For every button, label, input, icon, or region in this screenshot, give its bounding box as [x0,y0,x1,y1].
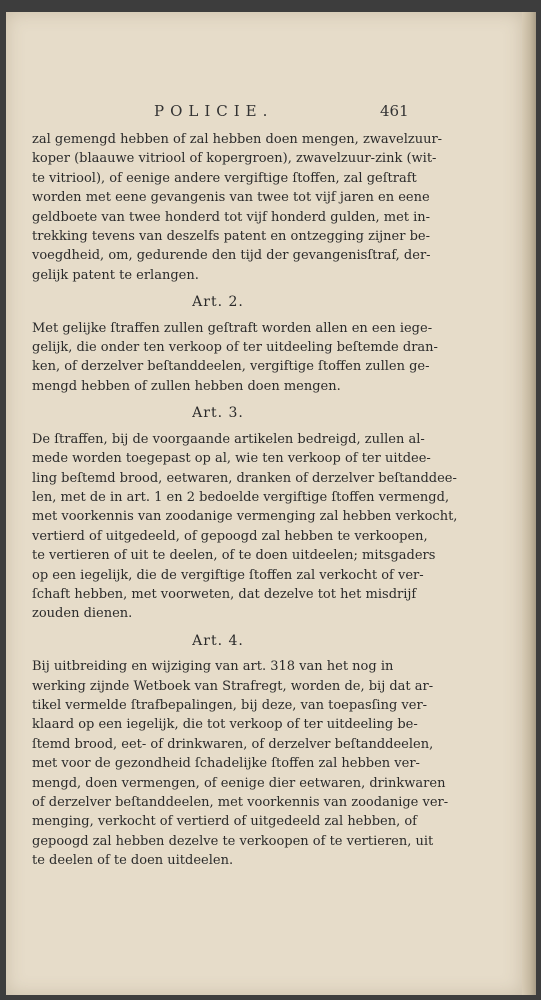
text-line: met voorkennis van zoodanige vermenging zal hebben verkocht, [32,509,458,525]
text-line: te vertieren of uit te deelen, of te doen uitdeelen; mitsgaders [32,548,436,564]
text-line: ling beſtemd brood, eetwaren, dranken of derzelver beſtanddee- [32,470,457,486]
page-number: 461 [380,102,409,120]
text-line: len, met de in art. 1 en 2 bedoelde vergiftige ſtoffen vermengd, [32,489,450,505]
book-page [6,12,522,995]
text-line: De ſtraffen, bij de voorgaande artikelen bedreigd, zullen al- [32,431,425,447]
paragraph [32,130,443,285]
text-line: mengd, doen vermengen, of eenige dier eetwaren, drinkwaren [32,775,446,791]
text-line: worden met eene gevangenis van twee tot vijf jaren en eene [32,190,430,206]
text-line: mede worden toegepast op al, wie ten verkoop of ter uitdee- [32,451,431,467]
paragraph [32,657,449,870]
text-line: zal gemengd hebben of zal hebben doen mengen, zwavelzuur- [32,132,443,147]
text-line: menging, verkocht of vertierd of uitgedeeld zal hebben, of [32,814,417,830]
article-heading: Art. 2. [192,294,244,311]
text-line: op een iegelijk, die de vergiftige ſtoffen zal verkocht of ver- [32,567,424,583]
text-line: trekking tevens van deszelfs patent en ontzegging zijner be- [32,229,430,245]
text-line: klaard op een iegelijk, die tot verkoop of ter uitdeeling be- [32,717,418,733]
text-line: of derzelver beſtanddeelen, met voorkennis van zoodanige ver- [32,795,449,810]
text-line: te vitriool), of eenige andere vergiftige ſtoffen, zal geſtraft [32,170,417,186]
article-heading: Art. 3. [192,405,244,422]
text-line: gelijk patent te erlangen. [32,267,199,283]
text-line: mengd hebben of zullen hebben doen mengen. [32,378,341,394]
text-line: ſchaft hebben, met voorweten, dat dezelve tot het misdrijf [32,586,417,602]
text-line: voegdheid, om, gedurende den tijd der gevangenisſtraf, der- [32,248,431,264]
paragraph [32,319,438,397]
text-line: Met gelijke ſtraffen zullen geſtraft worden allen en een iege- [32,320,433,336]
text-line: zouden dienen. [32,606,133,622]
running-title: POLICIE. [154,102,274,120]
text-line: koper (blaauwe vitriool of kopergroen), zwavelzuur-zink (wit- [32,151,437,167]
text-line: ſtemd brood, eet- of drinkwaren, of derzelver beſtanddeelen, [32,736,434,752]
body-text [32,130,458,871]
text-line: Bij uitbreiding en wijziging van art. 318 van het nog in [32,659,394,675]
text-line: tikel vermelde ſtrafbepalingen, bij deze, van toepasſing ver- [32,697,428,713]
page-edge [522,12,536,995]
running-head [6,102,522,122]
text-line: ken, of derzelver beſtanddeelen, vergiftige ſtoffen zullen ge- [32,359,430,375]
text-line: gelijk, die onder ten verkoop of ter uitdeeling beſtemde dran- [32,340,438,356]
text-line: gepoogd zal hebben dezelve te verkoopen of te vertieren, uit [32,833,434,849]
text-line: met voor de gezondheid ſchadelijke ſtoffen zal hebben ver- [32,756,420,772]
text-line: vertierd of uitgedeeld, of gepoogd zal hebben te verkoopen, [32,528,428,544]
text-line: geldboete van twee honderd tot vijf honderd gulden, met in- [32,209,431,225]
text-line: werking zijnde Wetboek van Strafregt, worden de, bij dat ar- [32,678,434,694]
paragraph [32,430,458,624]
article-heading: Art. 4. [192,632,244,649]
text-line: te deelen of te doen uitdeelen. [32,853,234,869]
